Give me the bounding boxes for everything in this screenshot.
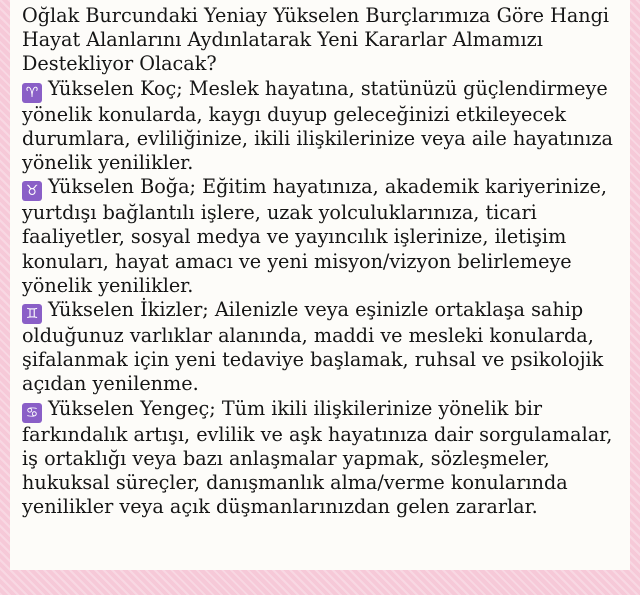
section-text: Eğitim hayatınıza, akademik kariyerinize, yurtdışı bağlantılı işlere, uzak yolculuklarınıza, ticari faaliyetler, sosyal medya ve yayıncılık işlerinize, iletişim konuları, hayat amacı ve yeni misyon/vizyon belirlemeye yönelik yenilikler. bbox=[22, 175, 607, 297]
document-card bbox=[10, 0, 630, 570]
document-title: Oğlak Burcundaki Yeniay Yükselen Burçlarımıza Göre Hangi Hayat Alanlarını Aydınlatarak Yeni Kararlar Almamızı Destekliyor Olacak? bbox=[22, 4, 610, 76]
section-text: Meslek hayatına, statünüzü güçlendirmeye yönelik konularda, kaygı duyup geleceğinizi etkileyecek durumlara, evliliğinize, ikili ilişkilerinize veya aile hayatınıza yönelik yenilikler. bbox=[22, 76, 613, 175]
section-heading: Yükselen Boğa; bbox=[48, 175, 196, 199]
aries-icon: ♈ bbox=[22, 83, 42, 103]
section-heading: Yükselen Yengeç; bbox=[48, 396, 216, 420]
section-heading: Yükselen Koç; bbox=[48, 76, 183, 100]
section-text: Tüm ikili ilişkilerinize yönelik bir farkındalık artışı, evlilik ve aşk hayatınıza dair sorgulamalar, iş ortaklığı veya bazı anlaşmalar yapmak, sözleşmeler, hukuksal süreçler, danışmanlık alma/verme konularında yenilikler veya açık düşmanlarınızdan gelen zararlar. bbox=[22, 396, 613, 519]
section-cancer bbox=[22, 397, 620, 520]
section-heading: Yükselen İkizler; bbox=[48, 298, 209, 322]
section-gemini bbox=[22, 298, 620, 397]
section-taurus bbox=[22, 175, 620, 298]
section-aries bbox=[22, 77, 620, 176]
section-text: Ailenizle veya eşinizle ortaklaşa sahip olduğunuz varlıklar alanında, maddi ve mesleki konularda, şifalanmak için yeni tedaviye başlamak, ruhsal ve psikolojik açıdan yenilenme. bbox=[22, 298, 604, 396]
taurus-icon: ♉ bbox=[22, 181, 42, 201]
gemini-icon: ♊ bbox=[22, 304, 42, 324]
cancer-icon: ♋ bbox=[22, 403, 42, 423]
